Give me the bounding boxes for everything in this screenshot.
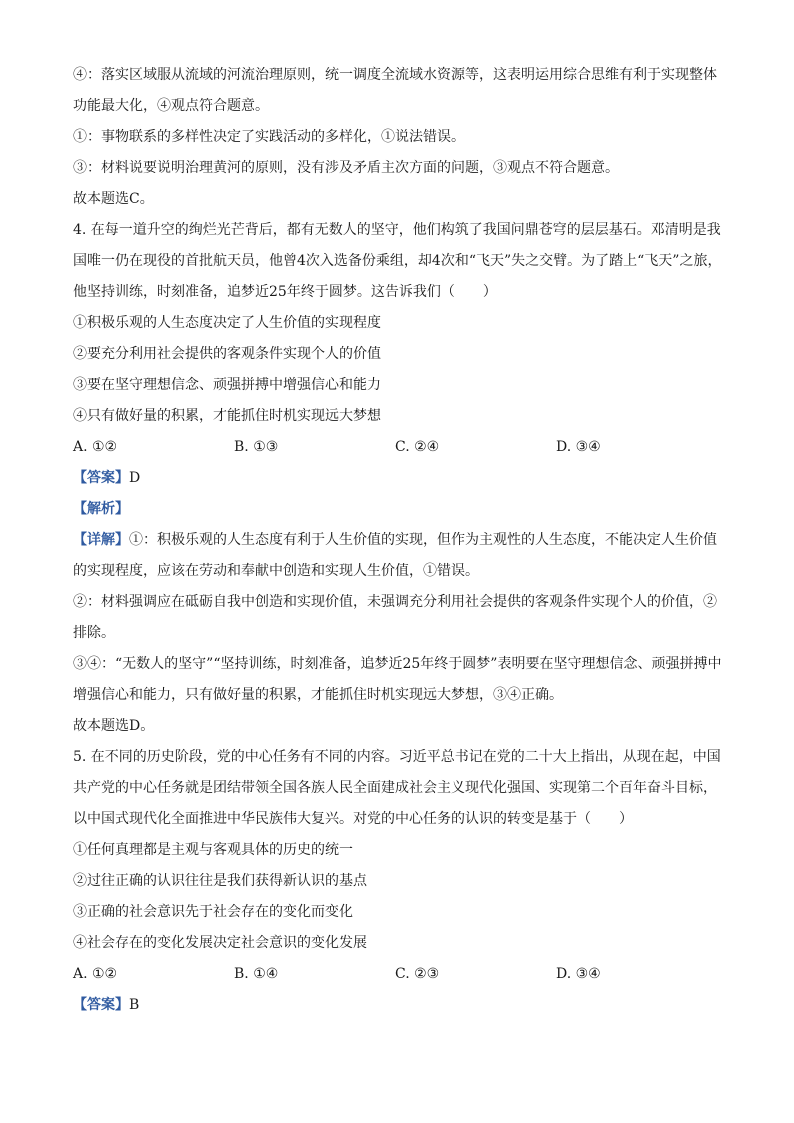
q4-option-a: A. ①② [73,439,118,455]
answer-value: D [129,470,141,486]
q5-answer [73,990,723,1021]
q4-option-c: C. ②④ [395,439,440,455]
paragraph: 故本题选C。 [73,191,154,207]
analysis-tag: 【解析】 [73,501,129,517]
q4-answer [73,463,723,494]
detail-tag: 【详解】 [73,532,129,548]
explanation-paragraph: 故本题选D。 [73,718,155,734]
q5-option-a: A. ①② [73,966,118,982]
q4-item: ①积极乐观的人生态度决定了人生价值的实现程度 [73,315,381,331]
q4-option-b: B. ①③ [234,439,279,455]
q5-option-b: B. ①④ [234,966,279,982]
answer-tag: 【答案】 [73,997,129,1013]
q5-option-d: D. ③④ [556,966,601,982]
q5-item: ④社会存在的变化发展决定社会意识的变化发展 [73,935,367,951]
document-page [73,60,723,1021]
q5-item: ②过往正确的认识往往是我们获得新认识的基点 [73,873,367,889]
paragraph: ①：事物联系的多样性决定了实践活动的多样化，①说法错误。 [73,129,465,145]
q4-item: ③要在坚守理想信念、顽强拼搏中增强信心和能力 [73,377,381,393]
explanation-paragraph: ③④：“无数人的坚守”“坚持训练，时刻准备，追梦近25年终于圆梦”表明要在坚守理想信念、顽强拼搏中增强信心和能力，只有做好量的积累，才能抓住时机实现远大梦想，③④正确。 [73,656,722,703]
explanation-text: ①：积极乐观的人生态度有利于人生价值的实现，但作为主观性的人生态度，不能决定人生价值的实现程度，应该在劳动和奉献中创造和实现人生价值，①错误。 [73,532,717,579]
q5-item: ①任何真理都是主观与客观具体的历史的统一 [73,842,353,858]
paragraph: ③：材料说要说明治理黄河的原则，没有涉及矛盾主次方面的问题，③观点不符合题意。 [73,160,619,176]
q4-option-d: D. ③④ [556,439,601,455]
q4-item: ②要充分利用社会提供的客观条件实现个人的价值 [73,346,381,362]
answer-tag: 【答案】 [73,470,129,486]
q5-options [73,959,723,990]
paragraph: ④：落实区域服从流域的河流治理原则，统一调度全流域水资源等，这表明运用综合思维有利于实现整体功能最大化，④观点符合题意。 [73,67,717,114]
q5-option-c: C. ②③ [395,966,440,982]
q4-detail [73,525,723,587]
q4-options [73,432,723,463]
answer-value: B [129,997,140,1013]
q4-analysis [73,494,723,525]
explanation-paragraph: ②：材料强调应在砥砺自我中创造和实现价值，未强调充分利用社会提供的客观条件实现个人的价值，②排除。 [73,594,717,641]
q4-item: ④只有做好量的积累，才能抓住时机实现远大梦想 [73,408,381,424]
question-5-stem: 5. 在不同的历史阶段，党的中心任务有不同的内容。习近平总书记在党的二十大上指出，从现在起，中国共产党的中心任务就是团结带领全国各族人民全面建成社会主义现代化强国、实现第二个百年奋斗目标，以中国式现代化全面推进中华民族伟大复兴。对党的中心任务的认识的转变是基于（ ） [73,749,721,827]
question-4-stem: 4. 在每一道升空的绚烂光芒背后，都有无数人的坚守，他们构筑了我国问鼎苍穹的层层基石。邓清明是我国唯一仍在现役的首批航天员，他曾4次入选备份乘组，却4次和“飞天”失之交臂。为了踏上“飞天”之旅，他坚持训练，时刻准备，追梦近25年终于圆梦。这告诉我们（ ） [73,222,722,300]
q5-item: ③正确的社会意识先于社会存在的变化而变化 [73,904,353,920]
